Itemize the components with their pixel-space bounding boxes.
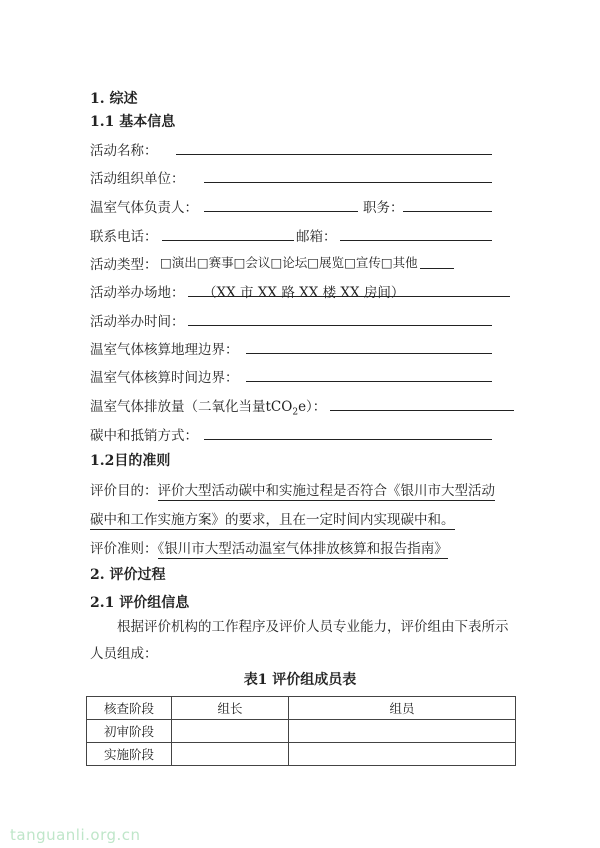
label-activity-type: 活动类型： [90, 257, 158, 273]
venue-value: （XX 市 XX 路 XX 楼 XX 房间） [203, 285, 405, 301]
cell-members [289, 743, 516, 766]
cell-stage: 实施阶段 [87, 743, 172, 766]
blank-time [188, 325, 492, 326]
activity-type-options [160, 253, 418, 271]
purpose-text-2: 碳中和工作实施方案》的要求，且在一定时间内实现碳中和。 [90, 512, 455, 528]
label-time: 活动举办时间： [90, 314, 185, 330]
blank-phone [162, 240, 294, 241]
blank-ghg-lead [204, 211, 358, 212]
option-performance: □演出 [160, 255, 197, 270]
criteria-label: 评价准则： [90, 541, 158, 557]
team-paragraph: 根据评价机构的工作程序及评价人员专业能力，评价组由下表所示人员组成： [90, 619, 509, 662]
label-position: 职务： [363, 200, 404, 216]
label-emission: 温室气体排放量（二氧化当量tCO$_2$e）： [90, 399, 327, 418]
option-forum: □论坛 [270, 255, 308, 270]
label-geo-boundary: 温室气体核算地理边界： [90, 342, 239, 358]
blank-email [340, 240, 492, 241]
blank-emission [330, 410, 514, 411]
label-organizer: 活动组织单位： [90, 171, 185, 187]
purpose-text-1: 评价大型活动碳中和实施过程是否符合《银川市大型活动 [157, 483, 495, 499]
section-heading-2: 2. 评价过程 [90, 567, 166, 583]
cell-leader [172, 743, 289, 766]
cell-members [289, 720, 516, 743]
table-row [87, 720, 516, 743]
header-leader: 组长 [172, 697, 289, 720]
cell-stage: 初审阶段 [87, 720, 172, 743]
purpose-label: 评价目的： [90, 483, 158, 499]
blank-geo-boundary [246, 353, 492, 354]
header-stage: 核查阶段 [87, 697, 172, 720]
blank-activity-name [176, 154, 492, 155]
option-competition: □赛事 [196, 255, 234, 270]
label-offset: 碳中和抵销方式： [90, 428, 198, 444]
label-ghg-lead: 温室气体负责人： [90, 200, 198, 216]
watermark: tanguanli.org.cn [10, 826, 141, 844]
option-promotion: □宣传 [344, 255, 381, 270]
blank-time-boundary [246, 381, 492, 382]
blank-other-type [420, 268, 454, 269]
option-exhibition: □展览 [307, 255, 345, 270]
section-heading-1-1: 1.1 基本信息 [90, 114, 176, 130]
label-time-boundary: 温室气体核算时间边界： [90, 370, 239, 386]
criteria-line [90, 537, 448, 557]
section-heading-1: 1. 综述 [90, 91, 138, 107]
label-email: 邮箱： [296, 229, 337, 245]
header-members: 组员 [289, 697, 516, 720]
label-activity-name: 活动名称： [90, 143, 158, 159]
label-phone: 联系电话： [90, 229, 158, 245]
team-table [86, 696, 516, 766]
blank-position [403, 211, 492, 212]
table-caption: 表1 评价组成员表 [243, 672, 357, 688]
section-heading-2-1: 2.1 评价组信息 [90, 595, 190, 611]
criteria-text: 《银川市大型活动温室气体排放核算和报告指南》 [157, 541, 448, 557]
purpose-line-2 [90, 508, 455, 528]
label-venue: 活动举办场地： [90, 285, 185, 301]
table-row [87, 743, 516, 766]
blank-offset [204, 439, 492, 440]
table-header-row [87, 697, 516, 720]
section-heading-1-2: 1.2目的准则 [90, 453, 171, 469]
cell-leader [172, 720, 289, 743]
option-other: □其他 [380, 255, 418, 270]
blank-organizer [204, 182, 492, 183]
option-meeting: □会议 [233, 255, 271, 270]
purpose-line-1 [90, 479, 495, 499]
